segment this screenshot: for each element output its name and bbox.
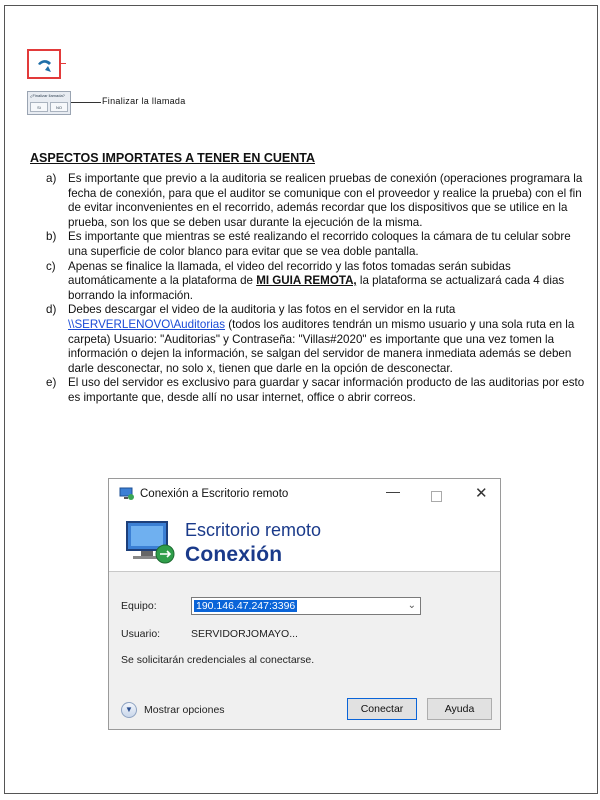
user-label: Usuario: bbox=[121, 628, 161, 640]
list-item-text: Apenas se finalice la llamada, el video del recorrido y las fotos tomadas serán subidas automáticamente a la plataforma de bbox=[68, 259, 511, 288]
list-marker: e) bbox=[46, 376, 57, 390]
credentials-note: Se solicitarán credenciales al conectarse. bbox=[121, 654, 315, 666]
phone-hangup-icon bbox=[35, 55, 55, 75]
banner-line-2: Conexión bbox=[185, 543, 283, 566]
computer-combobox[interactable] bbox=[191, 597, 421, 615]
remote-desktop-app-icon bbox=[119, 487, 135, 501]
platform-name: MI GUIA REMOTA, bbox=[256, 274, 357, 288]
list-item bbox=[46, 230, 586, 259]
list-marker: d) bbox=[46, 303, 57, 317]
highlight-tick bbox=[61, 63, 66, 64]
banner-line-1: Escritorio remoto bbox=[185, 520, 322, 540]
aspects-list bbox=[46, 172, 586, 406]
hangup-button-highlight[interactable] bbox=[27, 49, 61, 79]
callout-line bbox=[71, 102, 101, 103]
list-item bbox=[46, 260, 586, 304]
list-item-text: Es importante que previo a la auditoria se realicen pruebas de conexión (operaciones programara la fecha de conexión, para que el auditor se comunique con el proveedor y realice la prueba) con el fin de evitar inconvenientes en el recorrido, además recordar que los dispositivos que se utilice en la prueba, son los que se deben usar durante la ejecución de la misma. bbox=[68, 172, 583, 229]
mini-dialog-title: ¿Finalizar llamada? bbox=[30, 93, 65, 98]
expand-options-icon[interactable]: ▼ bbox=[121, 702, 137, 718]
minimize-button[interactable]: — bbox=[386, 483, 400, 499]
list-item-text: (todos los auditores tendrán un mismo usuario y una sola ruta en la carpeta) Usuario: "Auditorias" y Contraseña: "Villas#2020" es importante que una vez tomen la información o dejen la información, se salgan del servidor de manera inmediata además se deben darle desconectar, no solo x, tienen que darle en la opción de desconectar. bbox=[68, 317, 575, 375]
remote-desktop-dialog bbox=[108, 478, 501, 730]
list-item-text: la plataforma se actualizará cada 4 dias borrando la información. bbox=[68, 274, 565, 302]
mini-yes-button[interactable]: Sí bbox=[30, 102, 48, 112]
computer-label: Equipo: bbox=[121, 600, 157, 612]
list-item-text: Debes descargar el video de la auditoria y las fotos en el servidor en la ruta bbox=[68, 303, 456, 317]
section-heading: ASPECTOS IMPORTATES A TENER EN CUENTA bbox=[30, 151, 315, 165]
computer-value[interactable]: 190.146.47.247:3396 bbox=[196, 600, 296, 612]
list-item-text: El uso del servidor es exclusivo para guardar y sacar información producto de las auditorias por esto es importante que, desde allí no usar internet, office o abrir correos. bbox=[68, 376, 585, 404]
list-marker: a) bbox=[46, 172, 57, 185]
banner bbox=[109, 510, 500, 571]
list-item bbox=[46, 376, 586, 405]
title-bar bbox=[109, 479, 500, 510]
list-item-text: Es importante que mientras se esté realizando el recorrido coloques la cámara de tu celular sobre una superficie de color blanco para evitar que se vea doble pantalla. bbox=[68, 230, 571, 258]
show-options-link[interactable]: Mostrar opciones bbox=[144, 704, 225, 716]
callout-label: Finalizar la llamada bbox=[102, 96, 186, 106]
chevron-down-icon[interactable]: ⌄ bbox=[407, 600, 416, 611]
list-item bbox=[46, 303, 586, 376]
list-marker: b) bbox=[46, 230, 57, 244]
close-button[interactable]: ✕ bbox=[475, 485, 488, 502]
user-value: SERVIDORJOMAYO... bbox=[191, 628, 298, 640]
end-call-mini-dialog bbox=[27, 91, 71, 115]
remote-desktop-monitor-icon bbox=[123, 518, 179, 566]
connect-button[interactable]: Conectar bbox=[347, 698, 417, 720]
divider bbox=[109, 571, 500, 572]
mini-no-button[interactable]: NO bbox=[50, 102, 68, 112]
list-item bbox=[46, 172, 586, 230]
maximize-button[interactable] bbox=[431, 491, 442, 502]
help-button[interactable]: Ayuda bbox=[427, 698, 492, 720]
window-title: Conexión a Escritorio remoto bbox=[140, 488, 289, 500]
list-marker: c) bbox=[46, 259, 56, 273]
server-path-link[interactable]: \\SERVERLENOVO\Auditorias bbox=[68, 317, 226, 331]
